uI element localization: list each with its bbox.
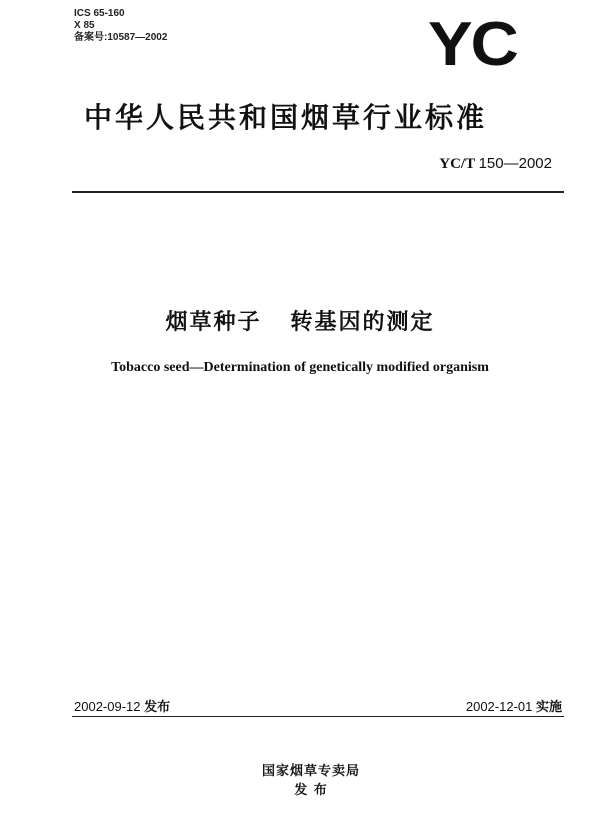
classification-code: X 85: [74, 20, 95, 31]
standard-number: [439, 155, 552, 173]
issue-date: [74, 696, 170, 715]
top-divider: [72, 191, 564, 193]
implementation-date: [466, 696, 562, 715]
record-number: 备案号:10587—2002: [74, 32, 168, 43]
english-title: Tobacco seed—Determination of genetically modified organism: [111, 360, 489, 375]
publisher: [0, 745, 600, 813]
bottom-divider: [72, 716, 564, 717]
document-metadata: [74, 8, 167, 44]
implementation-date-value: 2002-12-01: [465, 699, 533, 714]
chinese-title: 烟草种子 转基因的测定: [165, 310, 435, 335]
publisher-name: 国家烟草专卖局: [262, 764, 361, 779]
issue-date-value: 2002-09-12: [74, 699, 141, 714]
issue-date-label: 发布: [144, 700, 171, 715]
implementation-date-label: 实施: [535, 700, 562, 715]
yc-logo: YC: [428, 10, 517, 79]
standard-number-prefix: YC/T: [439, 156, 475, 172]
standard-number-value: 150—2002: [478, 155, 552, 172]
publisher-action: 发 布: [294, 783, 328, 798]
ics-code: ICS 65-160: [74, 8, 125, 19]
industry-standard-title: 中华人民共和国烟草行业标准: [84, 101, 488, 134]
